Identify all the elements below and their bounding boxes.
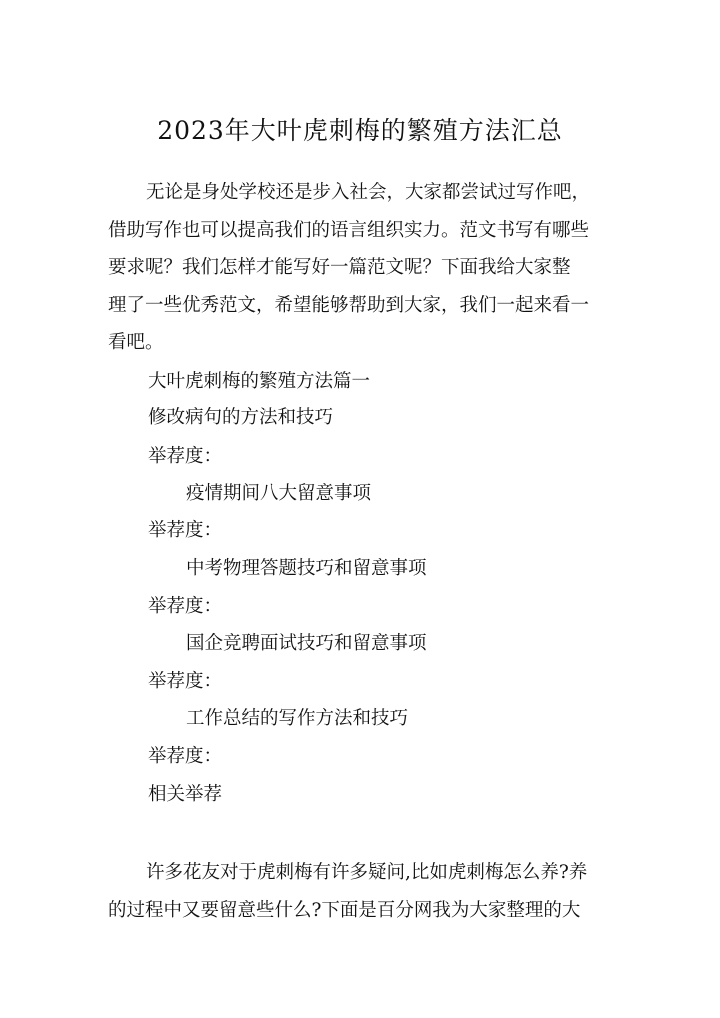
recommend-label: 举荐度： [148,520,223,541]
related-article-title: 工作总结的写作方法和技巧 [186,708,409,729]
body-line: 许多花友对于虎刺梅有许多疑问,比如虎刺梅怎么养?养 [146,862,588,883]
recommend-label: 举荐度： [148,596,223,617]
related-article-title: 中考物理答题技巧和留意事项 [186,558,427,579]
related-recommendations-heading: 相关举荐 [148,784,223,805]
related-article-title: 修改病句的方法和技巧 [148,407,334,428]
recommend-label: 举荐度： [148,446,223,467]
related-article-title: 疫情期间八大留意事项 [186,483,372,504]
intro-line: 要求呢？我们怎样才能写好一篇范文呢？下面我给大家整 [108,257,571,278]
document-title: 2023年大叶虎刺梅的繁殖方法汇总 [157,116,563,145]
intro-line: 借助写作也可以提高我们的语言组织实力。范文书写有哪些 [108,219,590,241]
recommend-label: 举荐度： [148,671,223,692]
intro-paragraph [108,174,614,362]
recommend-label: 举荐度： [148,746,223,767]
body-paragraph [108,854,614,929]
intro-line: 无论是身处学校还是步入社会，大家都尝试过写作吧， [146,182,591,203]
intro-line: 理了一些优秀范文，希望能够帮助到大家，我们一起来看一 [108,294,590,316]
related-article-title: 国企竞聘面试技巧和留意事项 [186,633,427,654]
intro-line: 看吧。 [108,332,164,353]
section-heading: 大叶虎刺梅的繁殖方法篇一 [148,371,371,392]
body-line: 的过程中又要留意些什么?下面是百分网我为大家整理的大 [108,899,581,921]
